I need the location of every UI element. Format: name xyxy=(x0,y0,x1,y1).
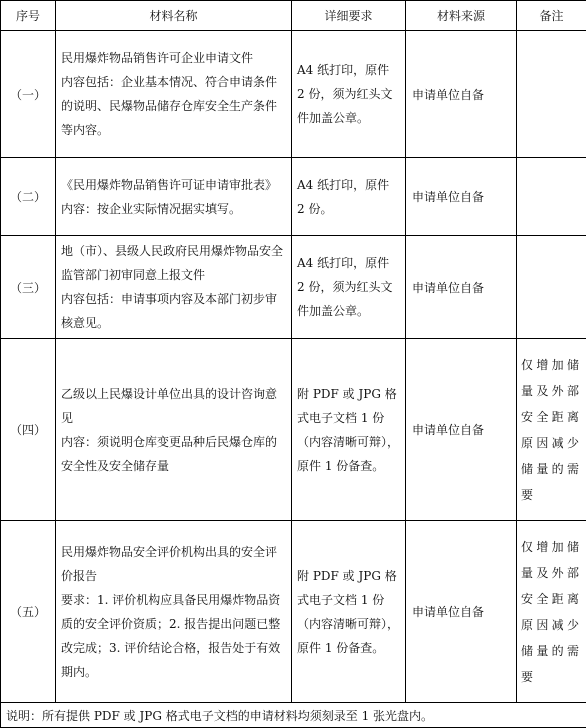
header-name: 材料名称 xyxy=(56,1,292,31)
material-content: 要求：1. 评价机构应具备民用爆炸物品资质的安全评价资质；2. 报告提出问题已整改完成；3. 评价结论合格，报告处于有效期内。 xyxy=(61,588,286,684)
footer-row xyxy=(1,703,586,728)
table-row xyxy=(1,31,586,158)
requirement: A4 纸打印，原件 2 份。 xyxy=(292,158,406,236)
requirement: A4 纸打印，原件 2 份，须为红头文件加盖公章。 xyxy=(292,31,406,158)
table-row xyxy=(1,521,586,703)
header-note: 备注 xyxy=(517,1,586,31)
row-number: （一） xyxy=(1,31,56,158)
material-content: 内容包括：企业基本情况、符合申请条件的说明、民爆物品储存仓库安全生产条件等内容。 xyxy=(61,70,286,142)
requirement: 附 PDF 或 JPG 格式电子文档 1 份（内容清晰可辩），原件 1 份备查。 xyxy=(292,339,406,521)
footer-note: 说明：所有提供 PDF 或 JPG 格式电子文档的申请材料均须刻录至 1 张光盘内。 xyxy=(1,703,586,728)
source: 申请单位自备 xyxy=(406,236,517,339)
row-number: （三） xyxy=(1,236,56,339)
requirement: A4 纸打印，原件 2 份，须为红头文件加盖公章。 xyxy=(292,236,406,339)
source: 申请单位自备 xyxy=(406,158,517,236)
source: 申请单位自备 xyxy=(406,31,517,158)
material-title: 《民用爆炸物品销售许可证申请审批表》 xyxy=(61,173,286,197)
header-row xyxy=(1,1,586,31)
source: 申请单位自备 xyxy=(406,521,517,703)
material-name xyxy=(56,31,292,158)
material-name xyxy=(56,236,292,339)
material-name xyxy=(56,158,292,236)
header-source: 材料来源 xyxy=(406,1,517,31)
header-no: 序号 xyxy=(1,1,56,31)
note: 仅增加储量及外部安全距离原因减少储量的需要 xyxy=(517,521,586,703)
note xyxy=(517,158,586,236)
header-requirement: 详细要求 xyxy=(292,1,406,31)
material-name xyxy=(56,339,292,521)
material-title: 民用爆炸物品销售许可企业申请文件 xyxy=(61,46,286,70)
material-content: 内容包括：申请事项内容及本部门初步审核意见。 xyxy=(61,287,286,335)
source: 申请单位自备 xyxy=(406,339,517,521)
material-title: 乙级以上民爆设计单位出具的设计咨询意见 xyxy=(61,382,286,430)
requirement: 附 PDF 或 JPG 格式电子文档 1 份（内容清晰可辩），原件 1 份备查。 xyxy=(292,521,406,703)
row-number: （四） xyxy=(1,339,56,521)
row-number: （五） xyxy=(1,521,56,703)
table-row xyxy=(1,236,586,339)
material-title: 地（市）、县级人民政府民用爆炸物品安全监管部门初审同意上报文件 xyxy=(61,239,286,287)
row-number: （二） xyxy=(1,158,56,236)
material-title: 民用爆炸物品安全评价机构出具的安全评价报告 xyxy=(61,540,286,588)
material-content: 内容：按企业实际情况据实填写。 xyxy=(61,197,286,221)
note: 仅增加储量及外部安全距离原因减少储量的需要 xyxy=(517,339,586,521)
note xyxy=(517,31,586,158)
material-name xyxy=(56,521,292,703)
material-content: 内容：须说明仓库变更品种后民爆仓库的安全性及安全储存量 xyxy=(61,430,286,478)
table-row xyxy=(1,339,586,521)
table-row xyxy=(1,158,586,236)
note xyxy=(517,236,586,339)
